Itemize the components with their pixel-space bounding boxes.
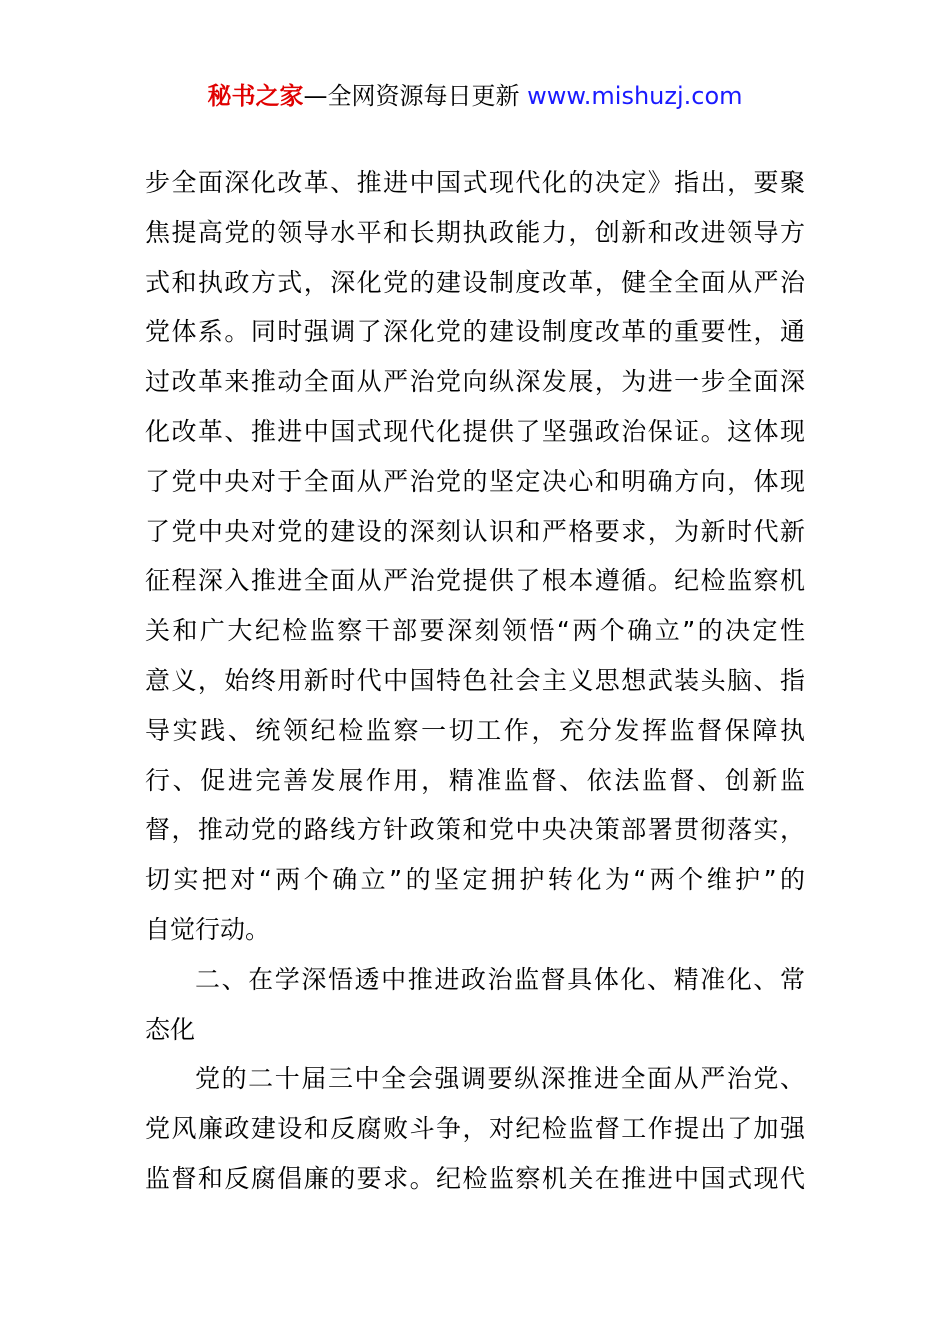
text-line: 过改革来推动全面从严治党向纵深发展，为进一步全面深 <box>145 367 805 397</box>
text-line: 关和广大纪检监察干部要深刻领悟“两个确立”的决定性 <box>145 616 805 646</box>
site-url-link[interactable]: www.mishuzj.com <box>527 82 743 110</box>
text-line: 意义，始终用新时代中国特色社会主义思想武装头脑、指 <box>145 665 805 695</box>
text-line: 党风廉政建设和反腐败斗争，对纪检监督工作提出了加强 <box>145 1114 805 1144</box>
text-line: 化改革、推进中国式现代化提供了坚强政治保证。这体现 <box>145 416 805 446</box>
document-body <box>145 158 805 1204</box>
text-line: 行、促进完善发展作用，精准监督、依法监督、创新监 <box>145 765 805 795</box>
text-line: 自觉行动。 <box>145 914 271 944</box>
text-line: 监督和反腐倡廉的要求。纪检监察机关在推进中国式现代 <box>145 1163 805 1193</box>
text-line: 切实把对“两个确立”的坚定拥护转化为“两个维护”的 <box>145 865 805 895</box>
text-line: 焦提高党的领导水平和长期执政能力，创新和改进领导方 <box>145 217 805 247</box>
header-tagline: —全网资源每日更新 <box>303 82 528 110</box>
text-line: 式和执政方式，深化党的建设制度改革，健全全面从严治 <box>145 267 805 297</box>
text-line: 步全面深化改革、推进中国式现代化的决定》指出，要聚 <box>145 168 805 197</box>
text-line: 了党中央对于全面从严治党的坚定决心和明确方向，体现 <box>145 466 805 496</box>
text-line: 党的二十届三中全会强调要纵深推进全面从严治党、 <box>195 1064 805 1094</box>
text-line: 督，推动党的路线方针政策和党中央决策部署贯彻落实， <box>145 815 805 845</box>
section-heading-line: 二、在学深悟透中推进政治监督具体化、精准化、常 <box>195 964 805 994</box>
text-line: 了党中央对党的建设的深刻认识和严格要求，为新时代新 <box>145 516 805 546</box>
brand-name: 秘书之家 <box>207 82 304 110</box>
text-line: 导实践、统领纪检监察一切工作，充分发挥监督保障执 <box>145 715 805 745</box>
text-line: 征程深入推进全面从严治党提供了根本遵循。纪检监察机 <box>145 566 805 596</box>
text-line: 党体系。同时强调了深化党的建设制度改革的重要性，通 <box>145 317 805 347</box>
section-heading-line: 态化 <box>145 1014 196 1044</box>
site-header <box>0 78 950 114</box>
